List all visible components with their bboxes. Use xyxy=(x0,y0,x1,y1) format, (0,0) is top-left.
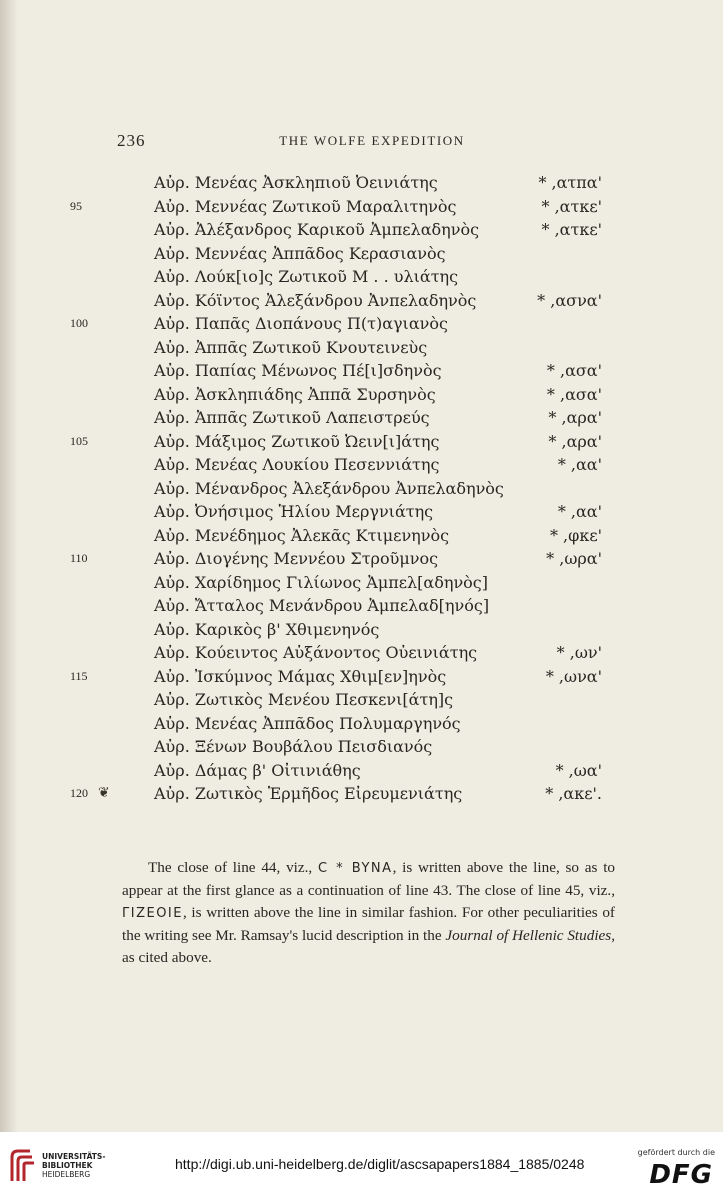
line-text: Αὐρ. Καρικὸς β' Χθιμενηνός xyxy=(154,619,380,639)
inscription-line xyxy=(70,735,630,759)
inscription-line xyxy=(70,571,630,595)
inscription-line xyxy=(70,712,630,736)
editorial-note xyxy=(122,857,615,969)
inscription-line xyxy=(70,453,630,477)
line-numeral-code: * ,ατκε' xyxy=(541,220,602,239)
line-number: 110 xyxy=(70,551,88,565)
line-text: Αὐρ. Μενέας Λουκίου Πεσεννιάτης xyxy=(154,455,440,474)
page-number: 236 xyxy=(117,131,146,150)
line-numeral-code: * ,αα' xyxy=(557,455,602,474)
line-text: Αὐρ. Ἀππᾶς Ζωτικοῦ Κνουτεινεὺς xyxy=(154,337,428,357)
inscription-line xyxy=(70,242,630,266)
line-text: Αὐρ. Λούκ[ιο]ς Ζωτικοῦ Μ . . υλιάτης xyxy=(154,267,459,286)
inscription-line xyxy=(70,383,630,407)
line-number: 115 xyxy=(70,668,88,683)
line-text: Αὐρ. Κόϊντος Ἀλεξάνδρου Ἀνπελαδηνὸς xyxy=(154,290,477,310)
source-url-link[interactable]: http://digi.ub.uni-heidelberg.de/diglit/ascsapapers1884_1885/0248 xyxy=(175,1156,585,1172)
line-numeral-code: * ,ωνα' xyxy=(545,666,602,686)
funding-caption: gefördert durch die xyxy=(637,1148,715,1157)
line-text: Αὐρ. Ἀλέξανδρος Καρικοῦ Ἀμπελαδηνὸς xyxy=(154,220,480,239)
inscription-line xyxy=(70,782,630,806)
note-part-3: , is written above the line in similar fashion. For other peculiarities of the writing see Mr. Ramsay's lucid description in the xyxy=(122,904,615,944)
inscription-line xyxy=(70,547,630,571)
inscription-line xyxy=(70,430,630,454)
note-uncial-1: C * BYNA xyxy=(318,861,393,876)
line-numeral-code: * ,ατκε' xyxy=(541,196,602,216)
line-number: 100 xyxy=(70,316,88,330)
inscription-list xyxy=(70,171,630,806)
note-journal-title: Journal of Hellenic Studies xyxy=(445,927,612,944)
line-number: 120 xyxy=(70,786,88,800)
note-uncial-2: ΓΙΖΕΟΙΕ xyxy=(122,906,183,921)
library-name-line-1: UNIVERSITÄTS- xyxy=(42,1152,106,1161)
line-numeral-code: * ,ασνα' xyxy=(537,290,602,310)
line-text: Αὐρ. Ξένων Βουβάλου Πεισδιανός xyxy=(154,737,433,756)
line-text: Αὐρ. Μενέας Ἀσκληπιοῦ Ὀεινιάτης xyxy=(154,173,438,192)
line-numeral-code: * ,ασα' xyxy=(546,361,602,380)
inscription-line xyxy=(70,289,630,313)
inscription-line xyxy=(70,618,630,642)
line-text: Αὐρ. Ἄτταλος Μενάνδρου Ἀμπελαδ[ηνός] xyxy=(154,596,490,615)
line-text: Αὐρ. Διογένης Μεννέου Στροῦμνος xyxy=(154,549,439,568)
line-number: 95 xyxy=(70,198,82,213)
inscription-line xyxy=(70,524,630,548)
line-text: Αὐρ. Παπίας Μένωνος Πέ[ι]σδηνὸς xyxy=(154,361,442,380)
inscription-line xyxy=(70,265,630,289)
line-text: Αὐρ. Ζωτικὸς Μενέου Πεσκενι[άτη]ς xyxy=(154,690,454,709)
inscription-line xyxy=(70,641,630,665)
university-library-logo-icon[interactable] xyxy=(8,1147,38,1185)
library-name-line-3: HEIDELBERG xyxy=(42,1170,91,1179)
line-text: Αὐρ. Μεννέας Ἀππᾶδος Κερασιανὸς xyxy=(154,243,446,263)
inscription-line xyxy=(70,406,630,430)
library-name-line-2: BIBLIOTHEK xyxy=(42,1161,93,1170)
inscription-line xyxy=(70,477,630,501)
inscription-line xyxy=(70,359,630,383)
library-name[interactable] xyxy=(42,1152,105,1179)
line-text: Αὐρ. Ἰσκύμνος Μάμας Χθιμ[εν]ηνὸς xyxy=(154,666,447,686)
line-text: Αὐρ. Μεννέας Ζωτικοῦ Μαραλιτηνὸς xyxy=(154,196,457,216)
line-text: Αὐρ. Μενέδημος Ἀλεκᾶς Κτιμενηνὸς xyxy=(154,525,450,545)
line-text: Αὐρ. Μένανδρος Ἀλεξάνδρου Ἀνπελαδηνὸς xyxy=(154,478,504,498)
note-part-1: The close of line 44, viz., xyxy=(148,859,318,876)
line-text: Αὐρ. Ὀνήσιμος Ἡλίου Μεργνιάτης xyxy=(154,502,434,521)
line-text: Αὐρ. Δάμας β' Οἰτινιάθης xyxy=(154,760,361,780)
line-numeral-code: * ,ακε'. xyxy=(545,784,602,803)
dfg-logo[interactable]: DFG xyxy=(649,1160,713,1190)
line-number: 105 xyxy=(70,433,88,448)
inscription-line xyxy=(70,688,630,712)
inscription-line xyxy=(70,759,630,783)
running-title: THE WOLFE EXPEDITION xyxy=(279,133,465,148)
leaf-ornament-icon: ❦ xyxy=(98,785,110,801)
page-gutter-shadow xyxy=(0,0,18,1132)
inscription-line xyxy=(70,195,630,219)
inscription-line xyxy=(70,594,630,618)
line-numeral-code: * ,ωα' xyxy=(555,760,602,780)
line-text: Αὐρ. Μενέας Ἀππᾶδος Πολυμαργηνός xyxy=(154,713,461,733)
line-numeral-code: * ,ων' xyxy=(556,643,602,662)
line-text: Αὐρ. Κούειντος Αὐξάνοντος Οὐεινιάτης xyxy=(154,643,478,662)
note-part-4: , as cited above. xyxy=(122,927,615,966)
line-numeral-code: * ,αα' xyxy=(557,502,602,521)
inscription-line xyxy=(70,665,630,689)
inscription-line xyxy=(70,500,630,524)
line-text: Αὐρ. Ἀππᾶς Ζωτικοῦ Λαπειστρεύς xyxy=(154,408,430,427)
running-head xyxy=(117,131,627,153)
note-part-2: , is written above the line, so as to appear at the first glance as a continuation of line 43. The close of line 45, viz., xyxy=(122,859,616,899)
line-numeral-code: * ,φκε' xyxy=(549,525,602,545)
line-numeral-code: * ,ατπα' xyxy=(538,173,602,192)
line-text: Αὐρ. Ἀσκληπιάδης Ἀππᾶ Συρσηνὸς xyxy=(154,384,436,404)
inscription-line xyxy=(70,336,630,360)
line-text: Αὐρ. Ζωτικὸς Ἑρμῆδος Εἰρευμενιάτης xyxy=(154,784,463,803)
line-numeral-code: * ,ασα' xyxy=(546,384,602,404)
inscription-line xyxy=(70,171,630,195)
line-text: Αὐρ. Παπᾶς Διοπάνους Π(τ)αγιανὸς xyxy=(154,314,448,333)
line-numeral-code: * ,ωρα' xyxy=(546,549,602,568)
inscription-line xyxy=(70,218,630,242)
line-text: Αὐρ. Μάξιμος Ζωτικοῦ Ὠειν[ι]άτης xyxy=(154,431,440,451)
line-numeral-code: * ,αρα' xyxy=(548,408,602,427)
line-text: Αὐρ. Χαρίδημος Γιλίωνος Ἀμπελ[αδηνὸς] xyxy=(154,572,488,592)
line-numeral-code: * ,αρα' xyxy=(548,431,602,451)
inscription-line xyxy=(70,312,630,336)
